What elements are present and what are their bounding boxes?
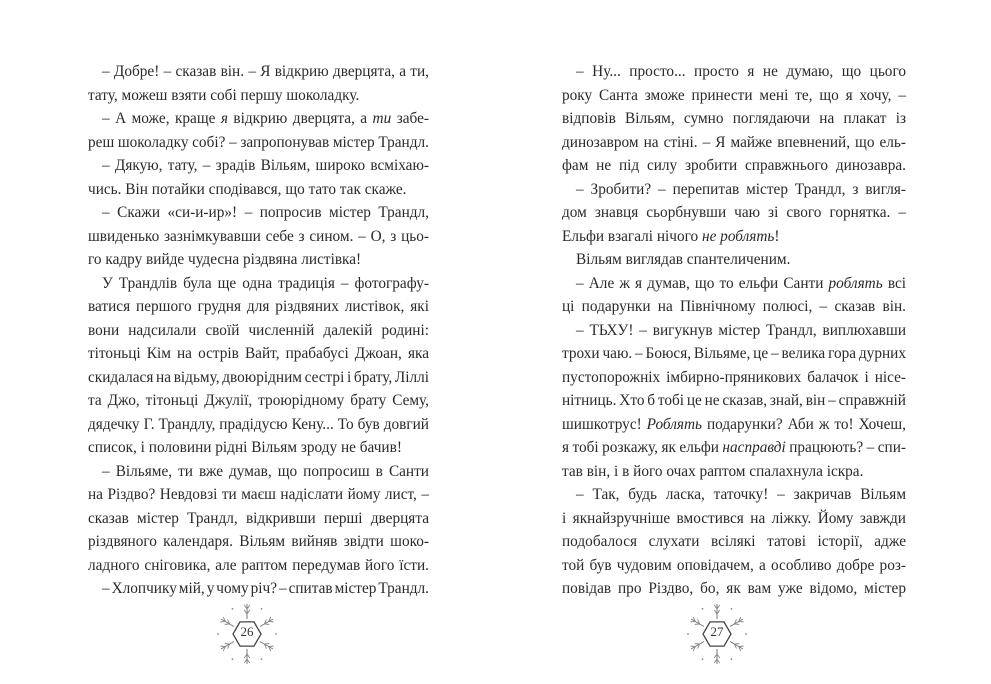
text-line-content — [88, 178, 406, 202]
text-line-content — [562, 577, 906, 601]
text-segment: динозавром на стіні. – Я майже впевнений, що ель- — [562, 133, 906, 151]
text-line-content — [88, 436, 402, 460]
text-segment: шишкотрус! — [562, 415, 647, 433]
text-line-content — [562, 225, 780, 249]
text-line — [88, 483, 429, 507]
text-line — [88, 436, 429, 460]
text-line — [88, 131, 429, 155]
text-line-content — [88, 131, 429, 155]
text-line-content — [562, 366, 906, 390]
text-line-content — [88, 342, 429, 366]
text-line — [88, 342, 429, 366]
text-line-content — [562, 131, 906, 155]
text-line — [88, 107, 429, 131]
text-line-content — [88, 389, 429, 413]
text-segment: тітоньці Кім на острів Вайт, прабабусі Джоан, яка — [88, 345, 429, 362]
text-segment: скидалася на відьму, двоюрідним сестрі і брату, Ліллі — [88, 368, 429, 386]
text-segment: – Вільяме, ти вже думав, що попросиш в Санти — [102, 462, 429, 480]
text-segment: ! — [774, 227, 780, 245]
text-segment: – Хлопчику мій, у чому річ? – спитав містер Трандл. — [102, 580, 429, 597]
text-line-content — [102, 201, 429, 225]
text-segment: ці подарунки на Північному полюсі, – сказав він. — [562, 298, 906, 315]
text-line — [562, 554, 906, 578]
text-line-content — [562, 413, 906, 437]
text-line — [88, 577, 429, 601]
text-segment: У Трандлів була ще одна традиція – фотографу- — [102, 274, 429, 292]
text-line-content — [562, 554, 906, 578]
text-line — [562, 342, 906, 366]
text-segment: працюють? – спи- — [785, 439, 906, 456]
left-page — [0, 0, 495, 684]
text-line-content — [102, 577, 429, 601]
text-line-content — [88, 483, 429, 507]
text-segment: повідав про Різдво, бо, як вам уже відомо, містер — [562, 580, 906, 597]
text-line — [88, 319, 429, 343]
text-segment: швиденько зазнімкувавши себе з сином. – О, з цьо- — [88, 227, 429, 245]
text-line-content — [88, 507, 429, 531]
page-number-ornament — [685, 602, 749, 666]
text-line-content — [88, 366, 429, 390]
text-segment: чись. Він потайки сподівався, що тато так скаже. — [88, 180, 407, 198]
text-line-content — [562, 530, 906, 554]
text-segment: – ТЬХУ! – вигукнув містер Трандл, виплюхавши — [576, 321, 906, 339]
text-line-content — [576, 248, 790, 272]
text-line-content — [102, 60, 429, 84]
italic-text: насправді — [722, 439, 786, 456]
text-line — [562, 530, 906, 554]
text-segment: всі — [882, 274, 906, 292]
text-segment: – Так, будь ласка, таточку! – закричав Вільям — [576, 486, 906, 503]
text-segment: та Джо, тітоньці Джулії, троюрідному брату Сему, — [88, 392, 429, 409]
text-segment: забе- — [391, 110, 429, 127]
text-line — [88, 389, 429, 413]
text-line-content — [576, 272, 906, 296]
text-line-content — [562, 436, 906, 460]
text-segment: – Ну... просто... просто я не думаю, що цього — [576, 63, 906, 80]
text-segment: – Але ж я думав, що то ельфи Санти — [576, 274, 829, 292]
text-segment: – Скажи «си-и-ир»! – попросив містер Трандл, — [102, 204, 429, 221]
italic-text: Роблять — [646, 415, 703, 433]
text-line — [88, 554, 429, 578]
text-line-content — [88, 554, 429, 578]
text-line — [88, 154, 429, 178]
text-segment: відкрию дверцята, а — [227, 110, 373, 127]
text-line-content — [88, 319, 429, 343]
text-line — [562, 84, 906, 108]
text-segment: ватися першого грудня для різдвяних листівок, які — [88, 298, 429, 315]
text-line-content — [88, 248, 361, 272]
text-line — [562, 413, 906, 437]
text-line — [562, 436, 906, 460]
text-segment: вони надсилали своїй численній далекій родині: — [88, 321, 429, 339]
text-segment: Вільям виглядав спантеличеним. — [576, 251, 791, 268]
text-line — [562, 60, 906, 84]
text-line — [562, 507, 906, 531]
text-segment: я тобі розкажу, як ельфи — [562, 439, 723, 456]
text-line — [88, 60, 429, 84]
text-line — [562, 577, 906, 601]
text-segment: реш шоколадку собі? – запропонував містер Трандл. — [88, 133, 429, 151]
text-segment: пустопорожніх імбирно-пряникових балачок і нісе- — [562, 368, 906, 386]
text-line — [562, 460, 906, 484]
text-line-content — [88, 225, 429, 249]
text-line-content — [88, 413, 429, 437]
text-line — [88, 366, 429, 390]
text-segment: року Санта зможе принести мені те, що я хочу, – — [562, 86, 906, 104]
text-line — [88, 530, 429, 554]
text-line — [562, 131, 906, 155]
text-segment: го кадру вийде чудесна різдвяна листівка! — [88, 251, 362, 268]
text-line — [88, 225, 429, 249]
text-segment: той був чудовим оповідачем, а особливо добре роз- — [562, 556, 906, 574]
text-line — [562, 107, 906, 131]
text-segment: фам не під силу зробити справжнього динозавра. — [562, 157, 906, 174]
text-line — [88, 507, 429, 531]
text-segment: список, і половини рідні Вільям зроду не бачив! — [88, 439, 402, 456]
text-segment: – Добре! – сказав він. – Я відкрию дверцята, а ти, — [102, 63, 429, 80]
text-line — [88, 295, 429, 319]
text-segment: на Різдво? Невдовзі ти маєш надіслати йому лист, – — [88, 486, 429, 503]
text-segment: різдвяного календаря. Вільям вийняв звідти шоко- — [88, 533, 429, 550]
text-line — [562, 319, 906, 343]
text-line-content — [562, 154, 906, 178]
text-segment: і якнайзручніше вмостився на ліжку. Йому завжди — [562, 509, 906, 527]
text-line — [88, 178, 429, 202]
text-line-content — [562, 84, 906, 108]
text-line-content — [88, 530, 429, 554]
text-segment: – Дякую, тату, – зрадів Вільям, широко всміхаю- — [102, 157, 429, 174]
text-line-content — [102, 107, 429, 131]
text-line — [562, 178, 906, 202]
page-number: 27 — [710, 624, 724, 639]
text-segment: подарунки? Аби ж то! Хочеш, — [702, 415, 906, 433]
italic-text: ти — [372, 110, 392, 127]
left-page-text — [88, 60, 429, 601]
text-line — [562, 272, 906, 296]
italic-text: я — [220, 110, 228, 127]
page-number: 26 — [240, 624, 254, 639]
text-segment: дом знавця сьорбнувши чаю зі свого горнятка. – — [562, 204, 906, 221]
text-line-content — [102, 460, 429, 484]
text-line — [88, 460, 429, 484]
text-line-content — [562, 201, 906, 225]
text-line-content — [576, 178, 906, 202]
text-line — [88, 201, 429, 225]
text-segment: відповів Вільям, сумно поглядаючи на плакат із — [562, 110, 906, 127]
text-segment: – Зробити? – перепитав містер Трандл, з вигля- — [576, 180, 906, 198]
text-line — [562, 225, 906, 249]
text-line-content — [576, 483, 906, 507]
text-line — [562, 389, 906, 413]
text-line-content — [562, 389, 906, 413]
text-segment: ладного сніговика, але раптом передумав його їсти. — [88, 556, 429, 574]
page-number-ornament — [215, 602, 279, 666]
text-segment: трохи чаю. – Боюся, Вільяме, це – велика гора дурних — [562, 345, 906, 362]
text-line-content — [576, 319, 906, 343]
text-line-content — [102, 272, 429, 296]
text-line — [562, 295, 906, 319]
text-line-content — [88, 295, 429, 319]
right-page-text — [562, 60, 906, 601]
text-segment: дядечку Г. Трандлу, прадідусю Кену... То був довгий — [88, 415, 429, 433]
text-segment: сказав містер Трандл, відкривши перші дверцята — [88, 509, 429, 527]
italic-text: роблять — [828, 274, 883, 292]
text-line-content — [102, 154, 429, 178]
text-line — [562, 201, 906, 225]
text-line — [88, 248, 429, 272]
text-line — [88, 413, 429, 437]
text-line — [562, 483, 906, 507]
text-segment: нітниць. Хто б тобі це не сказав, знай, він – справжній — [562, 392, 906, 409]
text-line-content — [576, 60, 906, 84]
right-page — [495, 0, 991, 684]
text-line-content — [562, 107, 906, 131]
text-line-content — [562, 507, 906, 531]
text-segment: – А може, краще — [102, 110, 221, 127]
text-line-content — [562, 295, 906, 319]
text-segment: тав він, і в його очах раптом спалахнула іскра. — [562, 462, 864, 480]
italic-text: не роблять — [701, 227, 775, 245]
text-line — [562, 154, 906, 178]
text-line — [562, 248, 906, 272]
text-line — [562, 366, 906, 390]
text-segment: подобалося слухати всілякі татові історії, адже — [562, 533, 906, 550]
text-segment: тату, можеш взяти собі першу шоколадку. — [88, 86, 360, 104]
text-line-content — [562, 342, 906, 366]
text-line-content — [88, 84, 359, 108]
text-line-content — [562, 460, 863, 484]
text-line — [88, 272, 429, 296]
text-line — [88, 84, 429, 108]
text-segment: Ельфи взагалі нічого — [562, 227, 702, 245]
